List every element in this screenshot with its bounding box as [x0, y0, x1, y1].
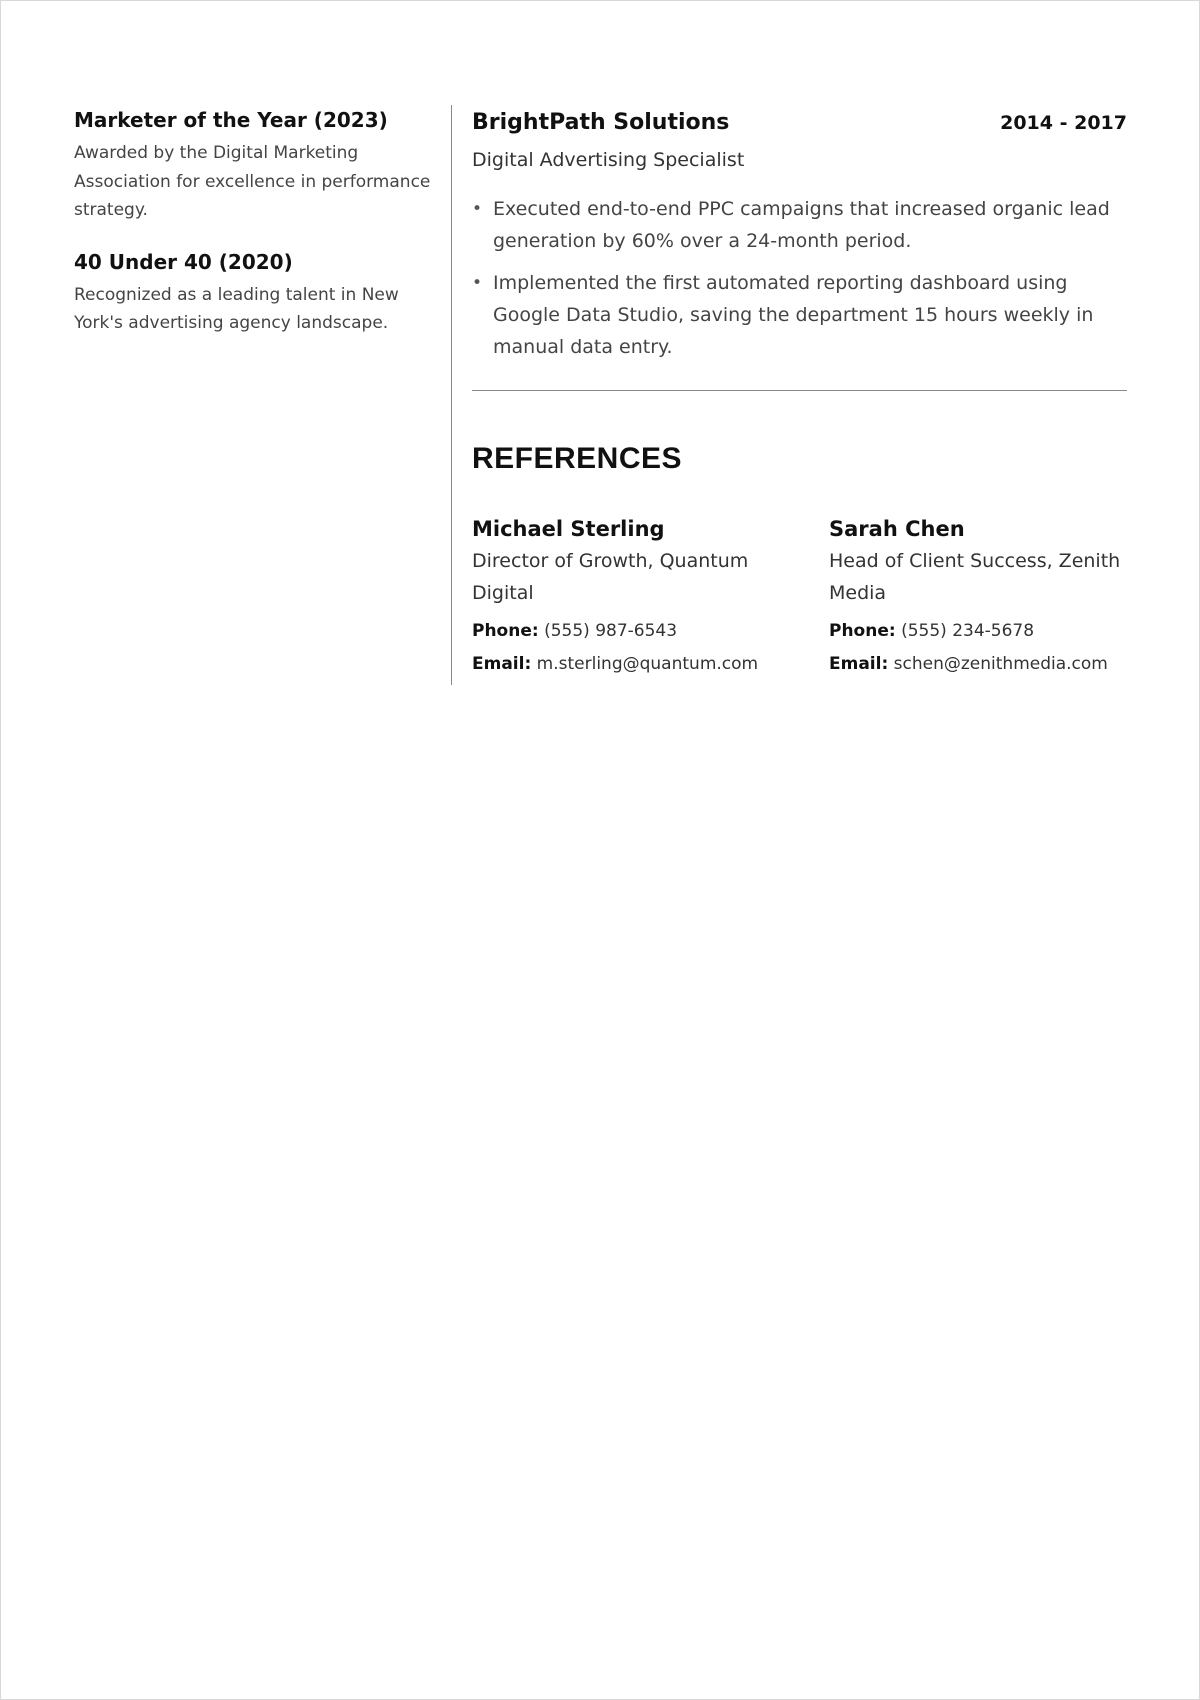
award-description: Recognized as a leading talent in New York's advertising agency landscape.	[74, 284, 399, 333]
job-role: Digital Advertising Specialist	[472, 149, 745, 171]
award-title: Marketer of the Year (2023)	[74, 108, 388, 132]
bullet-item	[472, 267, 1127, 363]
phone-label: Phone:	[472, 621, 539, 641]
phone-value[interactable]: (555) 234-5678	[901, 621, 1035, 641]
bullet-text: Implemented the first automated reporting dashboard using Google Data Studio, saving the department 15 hours weekly in manual data entry.	[493, 272, 1094, 358]
section-divider	[472, 390, 1127, 391]
email-link[interactable]: m.sterling@quantum.com	[536, 654, 759, 674]
reference-name: Sarah Chen	[829, 517, 965, 541]
bullet-dot-icon: •	[472, 199, 483, 219]
email-link[interactable]: schen@zenithmedia.com	[893, 654, 1108, 674]
reference-email	[472, 648, 772, 681]
bullet-item	[472, 193, 1127, 257]
phone-value[interactable]: (555) 987-6543	[544, 621, 678, 641]
award-title: 40 Under 40 (2020)	[74, 249, 293, 274]
reference-title: Director of Growth, Quantum Digital	[472, 550, 749, 604]
references-heading: REFERENCES	[472, 442, 683, 475]
reference-name: Michael Sterling	[472, 517, 665, 541]
experience-dates: 2014 - 2017	[1000, 112, 1127, 134]
company-name: BrightPath Solutions	[472, 110, 730, 135]
awards-column	[74, 105, 434, 360]
experience-header	[472, 105, 1127, 141]
reference-title: Head of Client Success, Zenith Media	[829, 550, 1121, 604]
email-label: Email:	[829, 654, 889, 674]
main-column	[472, 105, 1127, 693]
award-item	[74, 105, 434, 225]
reference-card	[472, 513, 772, 681]
bullet-dot-icon: •	[472, 273, 483, 293]
column-divider	[451, 105, 452, 685]
email-label: Email:	[472, 654, 532, 674]
experience-entry	[472, 105, 1127, 363]
reference-phone	[829, 615, 1129, 648]
reference-card	[829, 513, 1129, 681]
bullet-text: Executed end-to-end PPC campaigns that increased organic lead generation by 60% over a 24-month period.	[493, 198, 1110, 252]
reference-email	[829, 648, 1129, 681]
references-list	[472, 513, 1127, 693]
experience-bullets	[472, 193, 1127, 363]
award-description: Awarded by the Digital Marketing Association for excellence in performance strategy.	[74, 143, 431, 220]
award-item	[74, 247, 434, 338]
phone-label: Phone:	[829, 621, 896, 641]
reference-phone	[472, 615, 772, 648]
